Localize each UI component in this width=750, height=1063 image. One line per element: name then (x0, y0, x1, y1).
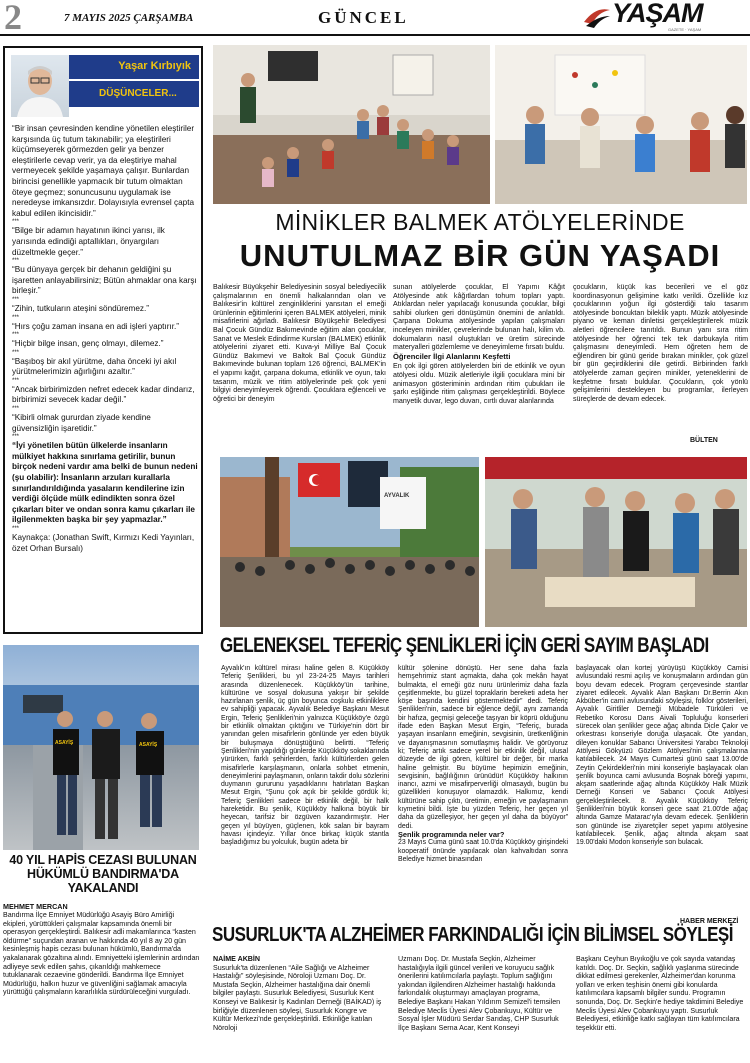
susurluk-col-1-text: Susurluk'ta düzenlenen “Aile Sağlığı ve Alzheimer Hastalığı” söyleşisinde, Nöroloji Uzmanı Doç. Dr. Mustafa Seçkin, Alzheimer hastalığına dair önemli bilgiler paylaştı. Susurluk Belediyesi, Susurluk Kent Konseyi ve Balıkesir İş Kadınları Derneği (BAİKAD) iş birliğiyle düzenlenen söyleşi, Susurluk Kongre ve Kültür Merkezi'nde gerçekleştirildi. Etkinliğe katılan Nöroloji (213, 963, 382, 1032)
quote-3: “Bu dünyaya gerçek bir dehanın geldiğini şu işaretten anlayabilirsiniz; Bütün ahmaklar ona karşı birleşir.” (12, 265, 197, 296)
balmek-signature: BÜLTEN (690, 437, 718, 444)
arrest-photo (3, 645, 199, 850)
teferic-signature: HABER MERKEZİ (680, 918, 739, 925)
balmek-col-2-text: sunan atölyelerde çocuklar, El Yapımı Kâğıt Atölyesinde atık kâğıtlardan tohum topları yaptı. Atıklardan neler yapılacağı konusunda çocuklar, bilgi sahibi olurken geri dönüşümün önemini de anlatıldı. Çarpana Dokuma atölyesinde yapılan çalışmaları inceleyen minikler, çevrelerinde bulunan halı, kilim vb. dokumaların nasıl oluştukları ve üretim sürecinde materyalleri gözlemleme ve deneyimleme fırsatı buldu. (393, 283, 565, 352)
separator: *** (12, 526, 20, 532)
section-name: GÜNCEL (318, 8, 409, 27)
detainee (92, 711, 120, 839)
teferic-photo-left (220, 457, 479, 627)
teferic-col-2b-text: 23 Mayıs Cuma günü saat 10.0'da Küçükköy girişindeki kooperatif önünde yapılacak olan kahvaltıdan sonra Belediye hizmet binasından (398, 839, 568, 863)
separator: *** (12, 406, 20, 413)
balmek-col-1: Balıkesir Büyükşehir Belediyesinin sosyal belediyecilik çalışmalarının en önemli halkalarından olan ve Balıkesir'in kültürel zenginliklerini yansıtan el emeği ürünlerinin eğitimlerini içeren BALMEK atölyeleri, minik misafirlerini ağırladı. Balıkesir Büyükşehir Belediyesi Bal Çocuk Gündüz Bakımevinde eğitim alan çocuklar, Sanat ve Meslek Edindirme Kursları (BALMEK) etkinlik atölyelerini ziyaret etti. Kuva-yi Milliye Bal Çocuk Gündüz Bakımevi ve Baltok Bal Çocuk Gündüz Bakımevinde bulunan toplam 126 öğrenci, BALMEK'in el yapımı kağıt, çarpana dokuma, etkinlik ve oyun, takı tasarım, müzik ve ritim atölyelerinde pek çok yeni bilgiyi deneyimleyerek öğrendi. Çocuklara eğlenceli ve öğretici bir deneyim (213, 283, 386, 403)
balmek-headline-1: MİNİKLER BALMEK ATÖLYELERİNDE (275, 209, 685, 235)
column-title: DÜŞÜNCELER... (99, 88, 177, 99)
susurluk-col-1 (213, 955, 383, 1032)
balmek-col-3: çocukların, küçük kas becerileri ve el göz koordinasyonun gelişimine katkı verildi. Özellikle kız çocuklarının yoğun ilgi gösterdiği takı tasarım atölyesinde boncuktan bileklik yaptı. Müzik atölyesinde piyano ve keman dinletisi gerçekleştirilerek müzik aletleri öğrencilere tanıtıldı. Bunun yanı sıra ritim atölyesinde her öğrenci tek tek darbukayla ritim çalışmasını deneyimledi. Hem öğreten hem de eğlendiren bir günü geride bırakan minikler, çok güzel bir gün geçirdiklerini dile getirdi. Birbirinden farklı atölyelerde zaman geçiren minikler, yeteneklerini de keşfetme fırsatı buldular. Çocukların, çok yönlü gelişimlerini destekleyen bu programlar, ilerleyen süreçlerde de devam edecek. (573, 283, 748, 403)
quote-7: “Başıboş bir akıl yürütme, daha önceki iyi akıl yürütmelerimizin ağırlığını azaltır.” (12, 356, 177, 377)
separator: *** (12, 434, 20, 441)
teferic-col-3: başlayacak olan kortej yürüyüşü Küçükköy Camisi avlusundaki resmi açılış ve konuşmaların ardından gün boyu devam edecek. Program çerçevesinde stantlar ziyaret edilecek. Ayvalık Alan Başkanı Dr.Berrin Akın Akbüber'in cami avlusundaki söyleşisi, folklor gösterileri, Ayvalık Giritliler Derneği Mübadele Türküleri ve Rebetiko Korosu Dans Aivali Topluluğu konserleri sürecek olan şenlikler gece ağaç altında Dicle Çakır ve orkestrası konseriyle doruğa ulaşacak. Öte yandan, dileyen konuklar Sabancı Üniversitesi Yarabcı Teknoloji Atölyesi Gökyüzü Gözlem Atölyesi'nin çalışmalarına katılabilecek. 24 Mayıs Cumartesi günü saat 13.00'de Zeytin Çekirdekleri'nin mini konseriyle başlayacak olan şenlik boyunca cami avlusunda Boşnak böreği yapımı, akşam saatlerinde ağaç altında Küçükköy Halk Müzik Derneği Konseri ve Sabancı Çocuk Atölyesi gerçekleştirilecek. 8. Ayvalık Küçükköy Teferiç Şenlikleri'nin büyük konseri gece saat 21.00'de ağaç altında Gamze Matarac'ıyla devam edecek. Şenliklerin son gününde ise ziyaretçiler sepet yapımı atölyesine katılabilecek. Şenlik, ağaç altında akşam saat 19.00'daki Modon konseriyle son bulacak. (576, 665, 748, 847)
page-header (0, 0, 750, 36)
teferic-col-2 (398, 665, 568, 864)
separator: *** (12, 219, 20, 226)
quote-10: “İyi yönetilen bütün ülkelerde insanların mülkiyet hakkına sınırlama getirilir, bunun birçok nedeni vardır ama belki de bunun nedeni (şu olabilir): İnsanların arzuları kurallarla sınırlandırıldığında yasaların kendilerine izin verdiği ölçüde mülk edindikten sonra özel çıkarları biter ve ondan sonra kamu çıkarları ile ilgilenmekten başka bir şey yapmazlar.” (12, 441, 198, 525)
teferic-col-2-text: kültür şölenine dönüştü. Her sene daha fazla hemşehrimiz stant açmakta, daha çok mekân hayat bulmakta, el emeği göz nuru ürünlerimiz daha fazla çeşitlenmekte, bu güzel topraklarin bereketi adeta her köşe başında kendini göstermektedir” dedi. Teferiç Şenlikleri'nin, sadece bir eğlence değil, aynı zamanda bir hafıza, geçmişi geleceğe taşıyan bir köprü olduğunu ifade eden Başkan Mesut Ergin, “Teferiç, burada yaşayan insanların emeğinin, sevgisinin, üretkenliğinin ve dayanışmasının somutlaşmış halidir. Ve görüyoruz ki; Teferiç artık sadece yerel bir etkinlik değil, ulusal düzeyde de ilgi gören, kültürel bir değer, bir marka haline gelmiştir. Bu büyüme hepimizin emeğinin, sevgisinin, bağlılığının ürünüdür! Küçükköy halkının inancı, azmi ve misafirperverliği olmasaydı, bugün bu güzellikleri konuşuyor olamazdık. Halkımız, kendi kültürüne sahip çıktı, üretimin, emeğin ve paylaşmanın kıymetini bildi. İşte bu yüzden Teferiç, her geçen yıl daha da güzelleşiyor, her geçen yıl daha da büyüyor” dedi. (398, 665, 568, 830)
logo-text: YAŞAM (612, 0, 703, 28)
teferic-headline: GELENEKSEL TEFERİÇ ŞENLİKLERİ İÇİN GERİ SAYIM BAŞLADI (220, 633, 709, 657)
opinion-column (3, 46, 203, 634)
vest-label: ASAYİŞ (139, 742, 158, 748)
separator: *** (12, 314, 20, 321)
author-photo (11, 55, 69, 117)
author-name: Yaşar Kırbıyık (118, 60, 191, 72)
author-band (69, 55, 199, 79)
column-body (12, 124, 198, 554)
arrest-headline: 40 YIL HAPİS CEZASI BULUNAN HÜKÜMLÜ BANDIRMA'DA YAKALANDI (9, 853, 197, 895)
logo-swoosh-icon (582, 4, 612, 30)
quote-1: “Bir insan çevresinden kendine yönetilen eleştiriler karşısında üç tutum takınabilir; ya eleştirileri küçümseyerek görmezden gelir ya benzer eleştirilerle cevap verir, ya da eleştiriye mahal vermeyecek şekilde yaşamaya çalışır. Bunlardan birincisi genellikle yapmacık bir tutum olmaktan öteye geçmez; sonuncusunu uygulamak ise neredeyse imkansızdır. Dolayısıyla evrensel çapta kabul edilen ikincisidir.” (12, 124, 195, 218)
newspaper-logo (582, 0, 742, 32)
separator: *** (12, 332, 20, 339)
separator: *** (12, 296, 20, 303)
balmek-col-2 (393, 283, 565, 405)
banner-sign: AYVALIK (384, 493, 410, 499)
header-date: 7 MAYIS 2025 ÇARŞAMBA (64, 12, 194, 24)
susurluk-headline: SUSURLUK'TA ALZHEİMER FARKINDALIĞI İÇİN BİLİMSEL SÖYLEŞİ (212, 923, 733, 946)
separator: *** (12, 377, 20, 384)
quote-9: “Kibirli olmak gururdan ziyade kendine güvensizliğin işaretidir.” (12, 413, 151, 433)
logo-subtitle: GAZETE · YAŞAM (668, 27, 702, 32)
quote-6: “Hiçbir bilge insan, genç olmayı, dilemez.” (12, 339, 164, 349)
quote-5: “Hırs çoğu zaman insana en adi işleri yaptırır.” (12, 321, 180, 331)
quote-8: “Ancak birbirimizden nefret edecek kadar dindarız, birbirimizi sevecek kadar değil.” (12, 384, 195, 405)
teferic-subhead: Şenlik programında neler var? (398, 829, 505, 839)
susurluk-col-3: Başkanı Ceyhun Bıyıkoğlu ve çok sayıda vatandaş katıldı. Doç. Dr. Seçkin, sağlıklı yaşlanma sürecinde dikkat edilmesi gerekenler, Alzheimer'dan korunma yolları ve erken teşhisin önemi gibi konularda katılımcılara kapsamlı bilgiler sundu. Programın sonunda, Doç. Dr. Seçkin'e hediye takdimini Belediye Meclis Üyesi Alev Çobankuyu yaptı. Susurluk Belediyesi, etkinliğe katkı sağlayan tüm katılımcılara teşekkür etti. (576, 955, 744, 1032)
teferic-col-1: Ayvalık'ın kültürel mirası haline gelen 8. Küçükköy Teferiç Şenlikleri, bu yıl 23-24-25 Mayıs tarihleri arasında düzenlenecek. Küçükköy'ün tarihine, kültürüne ve sosyal dokusuna yakışır bir şekilde hazırlanan şenlik, üç gün boyunca coşkulu etkinliklere ev sahipliği yapacak. Ayvalık Belediye Başkanı Mesut Ergin, Teferiç Şenlikleri'nin yalnızca Küçükköy'e özgü bir etkinlik olmaktan çıktığını ve Türkiye'nin dört bir yanından gelen misafirlerin gönlünde yer eden büyük bir buluşmaya dönüştüğünü belirtti. “Teferiç Şenlikleri'nin yapıldığı günlerde Küçükköy sokaklarında yürürken, farklı şehirlerden, farklı kültürlerden gelen misafirlerle karşılaşmanın, onlarla sohbet etmenin, deneyimlerini paylaşmanın, onların takdir dolu sözlerini duymanın gururunu yaşadıklarını hatırlatan Başkan Mesut Ergin, “Şunu çok açık bir şekilde gördük ki; Teferiç Şenlikleri sadece bir etkinlik değil, bir halk hareketidir. Bu şenlik, Küçükköy halkına büyük bir heyecan, tarifsiz bir özgüven kazandırmıştır. Her geçen yıl büyüyen, güçlenen, kök salan bir bayram havası içindeyiz. Yıllar önce birkaç küçük stantla başladığımız bu yolculuk, bugün adeta bir (221, 665, 389, 847)
balmek-subhead: Öğrenciler İlgi Alanlarını Keşfetti (393, 351, 511, 361)
vest-label: ASAYİŞ (55, 740, 74, 746)
balmek-headline-2: UNUTULMAZ BİR GÜN YAŞADI (239, 238, 721, 273)
balmek-photo-right (495, 45, 747, 204)
balmek-col-2b-text: En çok ilgi gören atölyelerden biri de etkinlik ve oyun atölyesi oldu. Müzik aletleriyle ilgili çocuklara mini bir animasyon gösteriminin ardından ritim çubukları ile şarkı eşliğinde ritim çalışması gerçekleştirildi. Böylece manyetik duvar, lego duvarı, cırtlı duvar alanlarında (393, 362, 565, 405)
teferic-photo-right (485, 457, 747, 627)
column-title-band (69, 81, 199, 107)
quote-2: “Bilge bir adamın hayatının ikinci yarısı, ilk yarısında edindiği aptallıkları, önyargıları düzeltmekle geçer.” (12, 226, 165, 257)
susurluk-byline: NAİME AKBİN (213, 955, 261, 963)
column-source: Kaynakça: (Jonathan Swift, Kırmızı Kedi Yayınları, özet Orhan Bursalı) (12, 533, 195, 553)
separator: *** (12, 349, 20, 356)
balmek-photo-left (213, 45, 490, 204)
separator: *** (12, 258, 20, 265)
arrest-body: Bandırma İlçe Emniyet Müdürlüğü Asayiş Büro Amirliği ekipleri, yürüttükleri çalışmalar kapsamında önemli bir operasyon gerçekleştirdi. Balıkesir adli makamlarınca “kasten öldürme” suçundan aranan ve hakkında 40 yıl 8 ay 20 gün kesinleşmiş hapis cezası bulunan hükümlü, Bandırma'da yakalanarak gözaltına alındı. Emniyetteki işlemlerinin ardından adliyeye sevk edilen şahıs, çıkarıldığı mahkemece tutuklanarak cezaevine gönderildi. Bandırma İlçe Emniyet Müdürlüğü, halkın huzur ve güvenliğini sağlamak amacıyla yürüttüğü çalışmaların kararlılıkla sürdürüleceğini vurguladı. (3, 911, 200, 997)
arrest-byline: MEHMET MERCAN (3, 902, 68, 911)
quote-4: “Zihin, tutkuların ateşini söndüremez.” (12, 303, 149, 313)
susurluk-col-2: Uzmanı Doç. Dr. Mustafa Seçkin, Alzheimer hastalığıyla ilgili güncel verileri ve koruyucu sağlık önerilerini katılımcılarla paylaştı. Toplum sağlığını yakından ilgilendiren Alzheimer hastalığı hakkında farkındalık oluşturmayı amaçlayan programa, Belediye Başkanı Hakan Yıldırım Semizel'i temsilen Belediye Meclis Üyesi Alev Çobankuyu, Kültür ve Sosyal İşler Müdürü Serdar Sarıdaş, CHP Susurluk İlçe Başkanı Serna Acar, Kent Konseyi (398, 955, 561, 1032)
page-number: 2 (4, 0, 22, 37)
